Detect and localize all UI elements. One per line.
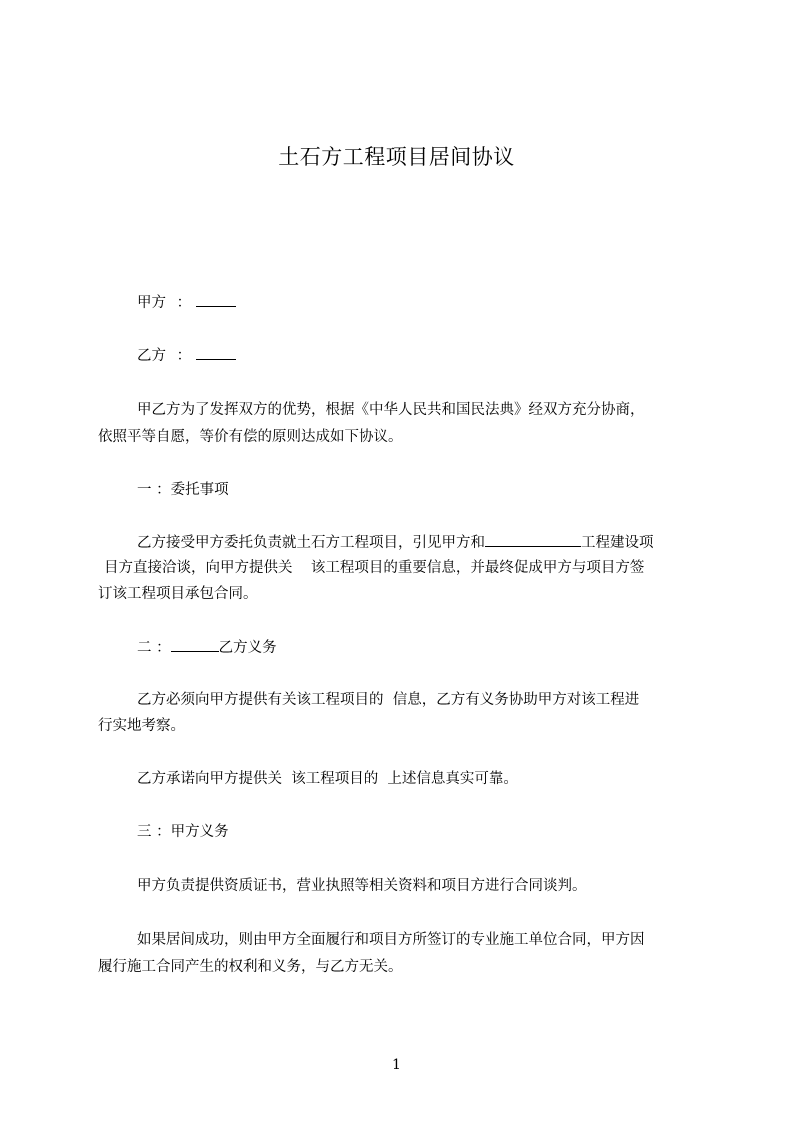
section-2-line-2: 行实地考察。 [98,718,185,734]
party-a-line [137,292,236,313]
section-1-line-1 [137,532,654,553]
section-3-para-2-line-2: 履行施工合同产生的权利和义务，与乙方无关。 [98,959,403,975]
intro-line-1: 甲乙方为了发挥双方的优势，根据《中华人民共和国民法典》经双方充分协商， [137,402,645,418]
party-a-blank [196,292,236,307]
intro-line-2: 依照平等自愿，等价有偿的原则达成如下协议。 [98,429,403,445]
page-number: 1 [392,1057,401,1073]
party-a-sep: ： [176,295,192,311]
section-3-para-2-line-1: 如果居间成功，则由甲方全面履行和项目方所签订的专业施工单位合同，甲方因 [137,932,645,948]
section-3-para-1: 甲方负责提供资质证书，营业执照等相关资料和项目方进行合同谈判。 [137,878,587,894]
section-1-text-b: 工程建设项 [581,535,654,551]
section-2-heading-prefix: 二 ： [137,640,171,656]
section-2-heading-suffix: 乙方义务 [218,640,277,656]
project-name-blank [485,532,581,547]
party-b-label: 乙方 [137,348,166,364]
party-a-label: 甲方 [137,295,166,311]
section-2-line-1: 乙方必须向甲方提供有关该工程项目的 信息，乙方有义务协助甲方对该工程进 [137,692,640,708]
section-2-para-2: 乙方承诺向甲方提供关 该工程项目的 上述信息真实可靠。 [137,771,518,787]
document-title: 土石方工程项目居间协议 [278,145,515,169]
section-2-heading [137,637,277,658]
section-2-blank [171,637,219,652]
party-b-sep: ： [176,348,192,364]
section-1-line-3: 订该工程项目承包合同。 [98,586,258,602]
section-3-heading: 三 ：甲方义务 [137,824,229,840]
party-b-blank [196,345,236,360]
section-1-heading: 一 ：委托事项 [137,482,229,498]
party-b-line [137,345,236,366]
section-1-line-2: 目方直接洽谈，向甲方提供关 该工程项目的重要信息，并最终促成甲方与项目方签 [104,560,645,576]
section-1-text-a: 乙方接受甲方委托负责就土石方工程项目，引见甲方和 [137,535,485,551]
